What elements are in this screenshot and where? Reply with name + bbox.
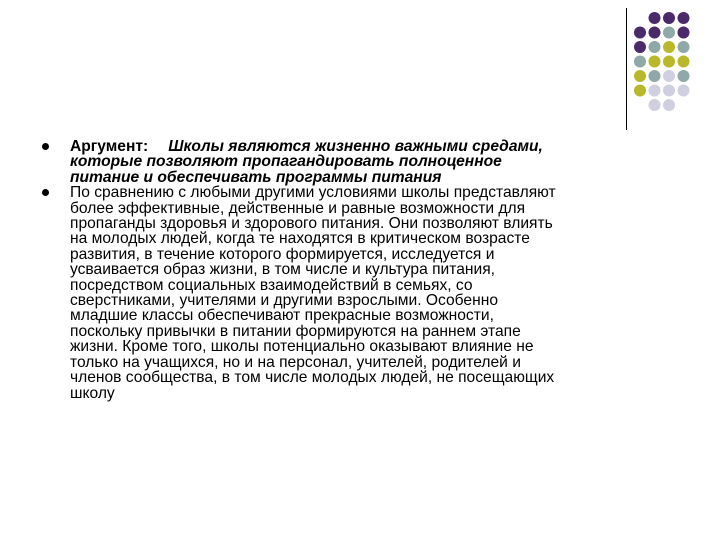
comparison-line: сверстниками, учителями и другими взрослыми. Особенно [70, 292, 499, 310]
decorative-dot [649, 27, 661, 39]
decorative-dot [663, 70, 675, 82]
comparison-line: только на учащихся, но и на персонал, учителей, родителей и [70, 353, 521, 371]
bullet-comparison [42, 185, 672, 401]
decorative-dot [634, 85, 646, 97]
decorative-dot [649, 85, 661, 97]
comparison-line: членов сообщества, в том числе молодых людей, не посещающих [70, 369, 555, 387]
decorative-vertical-line [626, 8, 627, 130]
decorative-dot [663, 27, 675, 39]
decorative-dot [649, 12, 661, 24]
decorative-dot [649, 70, 661, 82]
bullet-list [42, 139, 672, 401]
comparison-line: развития, в течение которого формируется, исследуется и [70, 245, 495, 263]
argument-line-1 [70, 139, 672, 154]
comparison-line: поскольку привычки в питании формируются на раннем этапе [70, 322, 521, 340]
decorative-dot [634, 56, 646, 68]
argument-text: Школы являются жизненно важными средами, [168, 138, 543, 155]
comparison-line: школу [70, 384, 115, 402]
bullet-dot-icon [42, 189, 49, 196]
comparison-line: посредством социальных взаимодействий в семьях, со [70, 276, 473, 294]
decorative-dot [634, 70, 646, 82]
comparison-line: усваивается образ жизни, в том числе и культура питания, [70, 261, 495, 279]
decorative-dot [678, 27, 690, 39]
decorative-dot [678, 56, 690, 68]
argument-line-3: питание и обеспечивать программы питания [70, 168, 442, 186]
decorative-dot [634, 41, 646, 53]
decorative-dot [663, 99, 675, 111]
argument-line-2: которые позволяют пропагандировать полноценное [70, 153, 502, 171]
decorative-dot [663, 56, 675, 68]
decorative-dot [634, 27, 646, 39]
bullet-argument [42, 139, 672, 185]
decorative-dot [678, 41, 690, 53]
decorative-dot [678, 85, 690, 97]
argument-label: Аргумент: [70, 138, 149, 155]
decorative-dot [649, 41, 661, 53]
decorative-dot [649, 56, 661, 68]
decorative-dot [649, 99, 661, 111]
decorative-dot [663, 12, 675, 24]
comparison-line: более эффективные, действенные и равные возможности для [70, 199, 526, 217]
comparison-line: жизни. Кроме того, школы потенциально оказывают влияние не [70, 338, 534, 356]
comparison-line: младшие классы обеспечивают прекрасные возможности, [70, 307, 494, 325]
decorative-dot [678, 70, 690, 82]
decorative-dot [678, 12, 690, 24]
decorative-dot [663, 85, 675, 97]
comparison-line: По сравнению с любыми другими условиями школы представляют [70, 184, 556, 202]
bullet-dot-icon [42, 143, 49, 150]
comparison-line: пропаганды здоровья и здорового питания. Они позволяют влиять [70, 215, 553, 233]
decorative-dot [663, 41, 675, 53]
comparison-line: на молодых людей, когда те находятся в критическом возрасте [70, 230, 530, 248]
